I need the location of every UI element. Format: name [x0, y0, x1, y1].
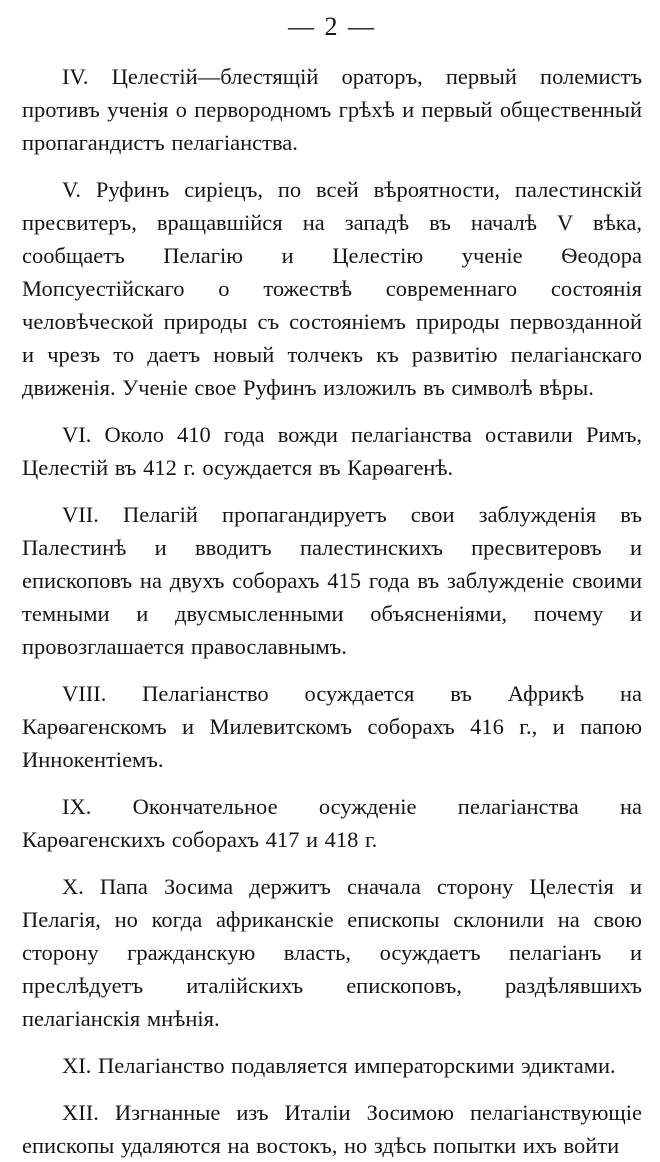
paragraph-xi: XI. Пелагiанство подавляется императорскими эдиктами.	[62, 1053, 616, 1078]
paragraph-viii: VIII. Пелагiанство осуждается въ Африкѣ на Карѳагенскомъ и Милевитскомъ соборахъ 416 г., и папою Иннокентiемъ.	[22, 681, 642, 772]
page-number: — 2 —	[288, 12, 376, 41]
paragraph-xii: XII. Изгнанные изъ Италiи Зосимою пелагiанствующiе епископы удаляются на востокъ, но здѣсь попытки ихъ войти	[22, 1100, 642, 1158]
paragraph-x: X. Папа Зосима держитъ сначала сторону Целестiя и Пелагiя, но когда африканскiе епископы склонили на свою сторону гражданскую власть, осуждаетъ пелагiанъ и преслѣдуетъ италiйскихъ епископовъ, раздѣлявшихъ пелагiанскiя мнѣнiя.	[22, 874, 642, 1031]
paragraph-ix: IX. Окончательное осужденiе пелагiанства на Карѳагенскихъ соборахъ 417 и 418 г.	[22, 794, 642, 852]
paragraph-vii: VII. Пелагiй пропагандируетъ свои заблужденiя въ Палестинѣ и вводитъ палестинскихъ пресвитеровъ и епископовъ на двухъ соборахъ 415 года въ заблужденiе своими темными и двусмысленными объясненiями, почему и провозглашается православнымъ.	[22, 502, 642, 659]
paragraph-vi: VI. Около 410 года вожди пелагiанства оставили Римъ, Целестiй въ 412 г. осуждается въ Карѳагенѣ.	[22, 422, 642, 480]
paragraph-v: V. Руфинъ сирiецъ, по всей вѣроятности, палестинскiй пресвитеръ, вращавшiйся на западѣ въ началѣ V вѣка, сообщаетъ Пелагiю и Целестiю ученiе Ѳеодора Мопсуестiйскаго о тожествѣ современнаго состоянiя человѣческой природы съ состоянiемъ природы первозданной и чрезъ то даетъ новый толчекъ къ развитiю пелагiанскаго движенiя. Ученiе свое Руфинъ изложилъ въ символѣ вѣры.	[22, 177, 642, 400]
paragraph-iv: IV. Целестiй—блестящiй ораторъ, первый полемистъ противъ ученiя о первородномъ грѣхѣ и первый общественный пропагандистъ пелагiанства.	[22, 64, 642, 155]
